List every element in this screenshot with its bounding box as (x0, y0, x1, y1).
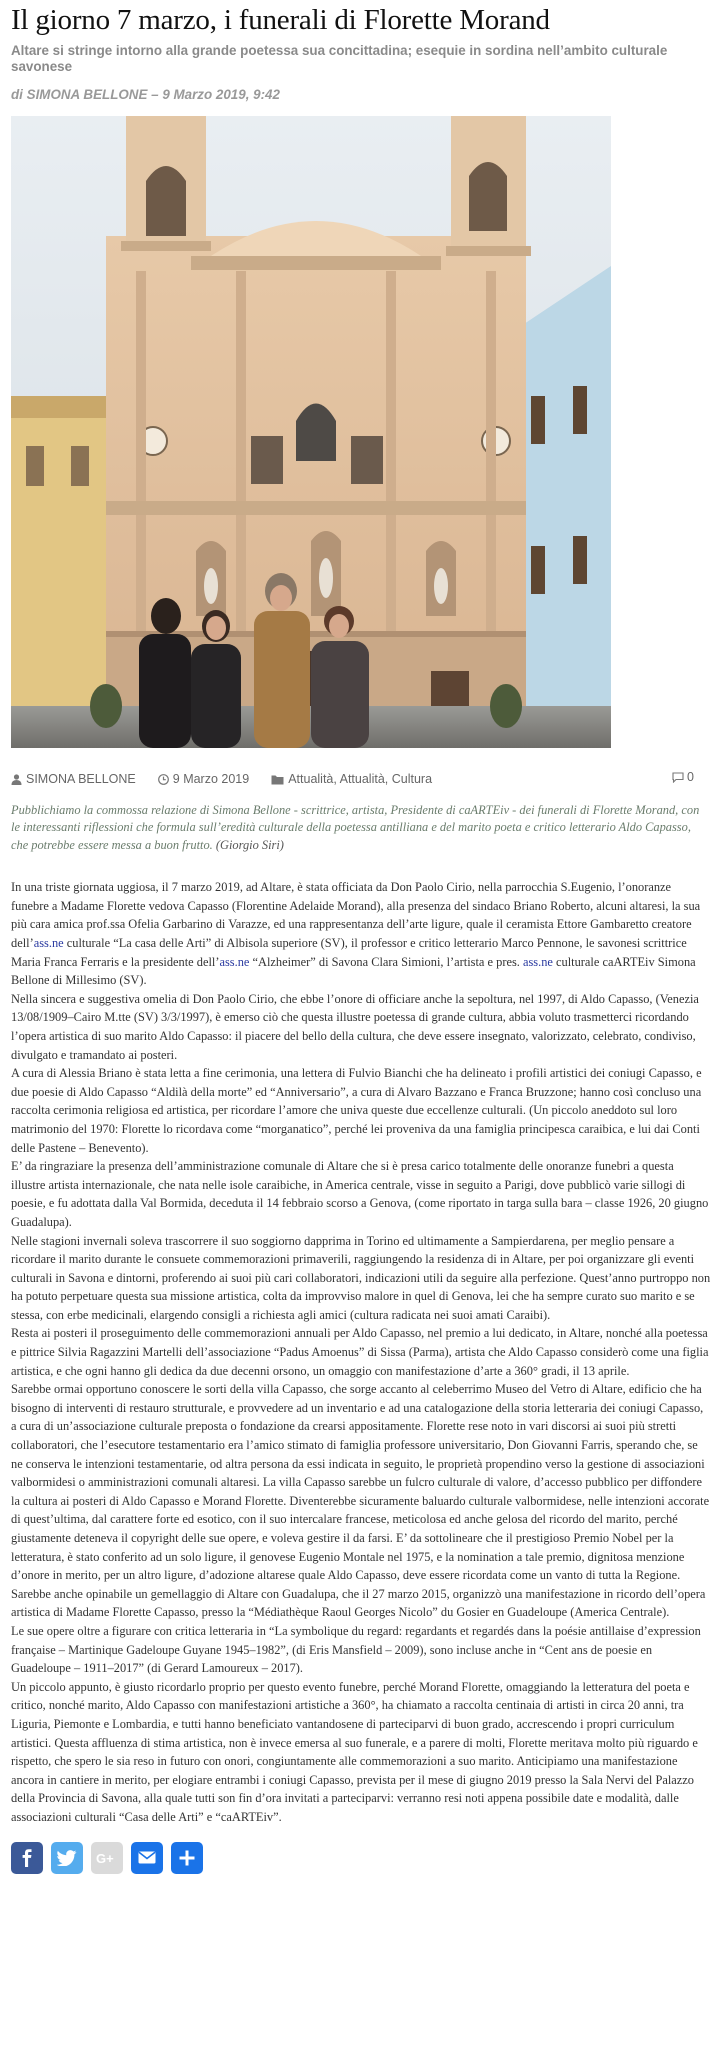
byline-prefix: di (11, 87, 23, 102)
byline (11, 87, 711, 102)
comment-icon (672, 772, 684, 783)
google-plus-share-button[interactable] (91, 1842, 123, 1874)
meta-date (158, 772, 249, 786)
user-icon (11, 774, 22, 785)
folder-icon (271, 774, 284, 785)
byline-author-link[interactable]: SIMONA BELLONE (26, 87, 148, 102)
article-intro (11, 802, 711, 854)
google-plus-icon (96, 1851, 118, 1865)
svg-text:G+: G+ (96, 1850, 114, 1865)
byline-datetime: 9 Marzo 2019, 9:42 (162, 87, 280, 102)
article-subtitle: Altare si stringe intorno alla grande poetessa sua concittadina; esequie in sordina nell’ambito culturale savonese (11, 43, 668, 74)
body-paragraph: Nelle stagioni invernali soleva trascorrere il suo soggiorno dapprima in Torino ed ultimamente a Sampierdarena, per meglio pensare a ricordare il marito durante le consuete commemorazioni primaverili, raggiungendo la residenza di in Altare, per poi organizzare gli eventi culturali in Savona e dintorni, proferendo ai suoi più cari collaboratori, indicazioni utili da seguire alla perfezione. Quest’anno purtroppo non ha potuto perpetuare questa sua missione artistica, colta da improvviso malore in quel di Genova, lei che ha sempre curato suo marito e se stessa, con erbe medicinali, elargendo consigli a richiesta agli amici (cultura radicata nei suoi amati Caraibi). (11, 1233, 711, 1322)
assne-link[interactable]: ass.ne (219, 954, 250, 969)
article (0, 4, 722, 1874)
article-title: Il giorno 7 marzo, i funerali di Florette Morand (11, 4, 550, 36)
facebook-share-button[interactable] (11, 1842, 43, 1874)
article-body (11, 878, 711, 1826)
p1-part3: “Alzheimer” di Savona Clara Simioni, l’artista e pres. (249, 954, 523, 969)
plus-icon (179, 1850, 195, 1866)
body-paragraph: Le sue opere oltre a figurare con critica letteraria in “La symbolique du regard: regardants et regardés dans la poésie antillaise d’expression française – Martinique Gadeloupe Guyane 1945–1982”, (di Eris Mansfield – 2009), sono incluse anche in “Cent ans de poesie en Guadeloupe – 1911–2017” (di Gerard Lamoureux – 2017). (11, 1623, 701, 1676)
meta-categories-text: Attualità, Attualità, Cultura (288, 772, 433, 786)
more-share-button[interactable] (171, 1842, 203, 1874)
body-paragraph: Resta ai posteri il proseguimento delle commemorazioni annuali per Aldo Capasso, nel premio a lui dedicato, in Altare, nonché alla poetessa e pittrice Silvia Ragazzini Martelli dell’associazione “Padus Amoenus” di Sissa (Parma), artista che Aldo Capasso considerò come una figlia artistica, e che ogni hanno gli dedica da due decenni orsono, un omaggio con manifestazione d’arte a 360° gradi, il 13 aprile. (11, 1326, 709, 1378)
body-paragraph: Sarebbe anche opinabile un gemellaggio di Altare con Guadalupa, che il 27 marzo 2015, organizzò una manifestazione in ricordo dell’opera artistica di Madame Florette Capasso, presso la “Médiathèque Raoul Georges Nicolo” du Gosier en Guadeloupe (America Centrale). (11, 1586, 706, 1620)
body-paragraph: E’ da ringraziare la presenza dell’amministrazione comunale di Altare che si è presa carico totalmente delle onoranze funebri a questa illustre artista internazionale, che nata nelle isole caraibiche, in America centrale, visse in seguito a Parigi, dove pubblicò varie sillogi di poesie, e fu adottata dalla Val Bormida, deceduta il 14 febbraio scorso a Genova, (come riportato in targa sulla bara – classe 1926, 20 giugno Guadalupa). (11, 1159, 709, 1229)
article-photo (11, 116, 611, 748)
meta-categories[interactable] (271, 772, 432, 786)
assne-link[interactable]: ass.ne (522, 954, 553, 969)
twitter-share-button[interactable] (51, 1842, 83, 1874)
body-paragraph: Nella sincera e suggestiva omelia di Don Paolo Cirio, che ebbe l’onore di officiare anche la sepoltura, nel 1997, di Aldo Capasso, (Venezia 13/08/1909–Cairo M.tte (SV) 3/3/1997), è emerso ciò che questa illustre poetessa di grande cultura, abbia voluto trasmetterci ricordando l’opera artistica di suo marito Aldo Capasso: il piacere del bello della cultura, che deve essere insegnato, valorizzato, celebrato, condiviso, divulgato e tramandato ai posteri. (11, 991, 699, 1062)
intro-text: Pubblichiamo la commossa relazione di Simona Bellone - scrittrice, artista, Presidente di caARTEiv - dei funerali di Florette Morand, con le interessanti riflessioni che formula sull’eredità culturale della poetessa antilliana e del marito poeta e critico letterario Aldo Capasso, che potrebbe essere messa a buon frutto. (11, 803, 700, 852)
p1-part4: culturale caARTEiv Simona Bellone di Millesimo (SV). (11, 954, 696, 988)
byline-separator: – (151, 87, 159, 102)
body-paragraph: A cura di Alessia Briano è stata letta a fine cerimonia, una lettera di Fulvio Bianchi che ha delineato i profili artistici dei coniugi Capasso, e due poesie di Aldo Capasso “Aldilà della morte” ed “Anniversario”, a cura di Alvaro Bazzano e Franca Bruzzone; hanno così concluso una raccolta cerimonia religiosa ed artistica, per ricordare l’amore che univa queste due eccellenze culturali. (Un piccolo aneddoto sul loro matrimonio del 1970: Florette lo ricordava come “morganatico”, perché lei proveniva da una famiglia principesca caraibica, e lui dai Conti delle Pastene – Benevento). (11, 1066, 702, 1155)
share-bar (11, 1842, 711, 1874)
twitter-icon (57, 1850, 77, 1866)
body-paragraph (11, 878, 711, 990)
meta-comments[interactable] (672, 770, 694, 784)
p1-part1: In una triste giornata uggiosa, il 7 marzo 2019, ad Altare, è stata officiata da Don Paolo Cirio, nella parrocchia S.Eugenio, l’onoranze funebre a Madame Florette vedova Capasso (Florentine Adelaide Morand), alla presenza del sindaco Briano Roberto, alcuni altaresi, la sua più cara amica prof.ssa Ofelia Garbarino di Varazze, ed una rappresentanza dell’arte ligure, quale il ceramista Ettore Gambaretto creatore dell’ (11, 880, 701, 950)
church-photo-illustration (11, 116, 611, 748)
body-paragraph: Sarebbe ormai opportuno conoscere le sorti della villa Capasso, che sorge accanto al celeberrimo Museo del Vetro di Altare, edificio che ha bisogno di interventi di restauro strutturale, e provvedere ad un inventario e ad una catalogazione della storia letteraria dei coniugi Capasso, a cura di un’associazione culturale preposta o fondazione da crearsi appositamente. Florette rese noto in vari discorsi ai suoi più stretti collaboratori, che l’esecutore testamentario era l’amico stimato di famiglia professore universitario, Don Giovanni Farris, sperando che, se ne conserva le intenzioni testamentarie, od altra persona da essi indicata in seguito, le proprietà propendino verso la gestione di associazioni valbormidesi o amministrazioni comunali altaresi. La villa Capasso sarebbe un fulcro culturale di valore, d’accesso pubblico per diffondere la cultura ai posteri di Aldo Capasso e Morand Florette. Diventerebbe sicuramente baluardo culturale valbormidese, nelle intenzioni accorate di quest’ultima, dal carattere forte ed esotico, con il suo intercalare francese, meticolosa ed anche gelosa del ricordo del marito, perché giustamente deteneva il copyright delle sue opere, e voleva gestire il da farsi. E’ da sottolineare che il prestigioso Premio Nobel per la letteratura, è stato conferito ad un solo ligure, il genovese Eugenio Montale nel 1975, e la nomination a tale premio, dignitosa menzione d’onore in merito, per un altro ligure, d’adozione altarese quale Aldo Capasso, deve essere ricordata come un vanto di tutta la Regione. (11, 1382, 710, 1583)
article-meta (11, 770, 711, 788)
meta-author[interactable] (11, 772, 136, 786)
p1-part2: culturale “La casa delle Arti” di Albisola superiore (SV), il professor e critico letterario Marco Pennone, le savonesi scrittrice Maria Franca Ferraris e la presidente dell’ (11, 936, 687, 969)
meta-author-name: SIMONA BELLONE (26, 772, 136, 786)
intro-signature: (Giorgio Siri) (215, 837, 284, 852)
email-share-button[interactable] (131, 1842, 163, 1874)
assne-link[interactable]: ass.ne (33, 936, 64, 950)
meta-comments-count: 0 (687, 770, 694, 784)
facebook-icon (19, 1849, 35, 1867)
email-icon (138, 1851, 156, 1864)
meta-date-text: 9 Marzo 2019 (172, 772, 250, 786)
clock-icon (158, 774, 169, 785)
body-paragraph: Un piccolo appunto, è giusto ricordarlo proprio per questo evento funebre, perché Morand Florette, omaggiando la letteratura del poeta e critico, nonché marito, Aldo Capasso con manifestazioni artistiche a 360°, ha chiamato a raccolta centinaia di artisti in circa 20 anni, tra Liguria, Piemonte e Lombardia, e tutti hanno beneficiato vantandosene di parteciparvi di buon grado, accrescendo i propri curriculum artistici. Questa affluenza di stima artistica, non è invece emersa al suo funerale, e a parere di molti, Florette meritava molto più riguardo e rispetto, che spero le sia reso in futuro con onori, congiuntamente alle commemorazioni a suo marito. Anticipiamo una manifestazione ancora in cantiere in merito, per elogiare entrambi i coniugi Capasso, prevista per il mese di giugno 2019 presso la Sala Nervi del Palazzo della Provincia di Savona, alla quale tutti son fin d’ora invitati a parteciparvi: verranno resi noti appena possibile date e modalità, dalle associazioni culturali “Casa delle Arti” e “caARTEiv”. (11, 1679, 698, 1824)
